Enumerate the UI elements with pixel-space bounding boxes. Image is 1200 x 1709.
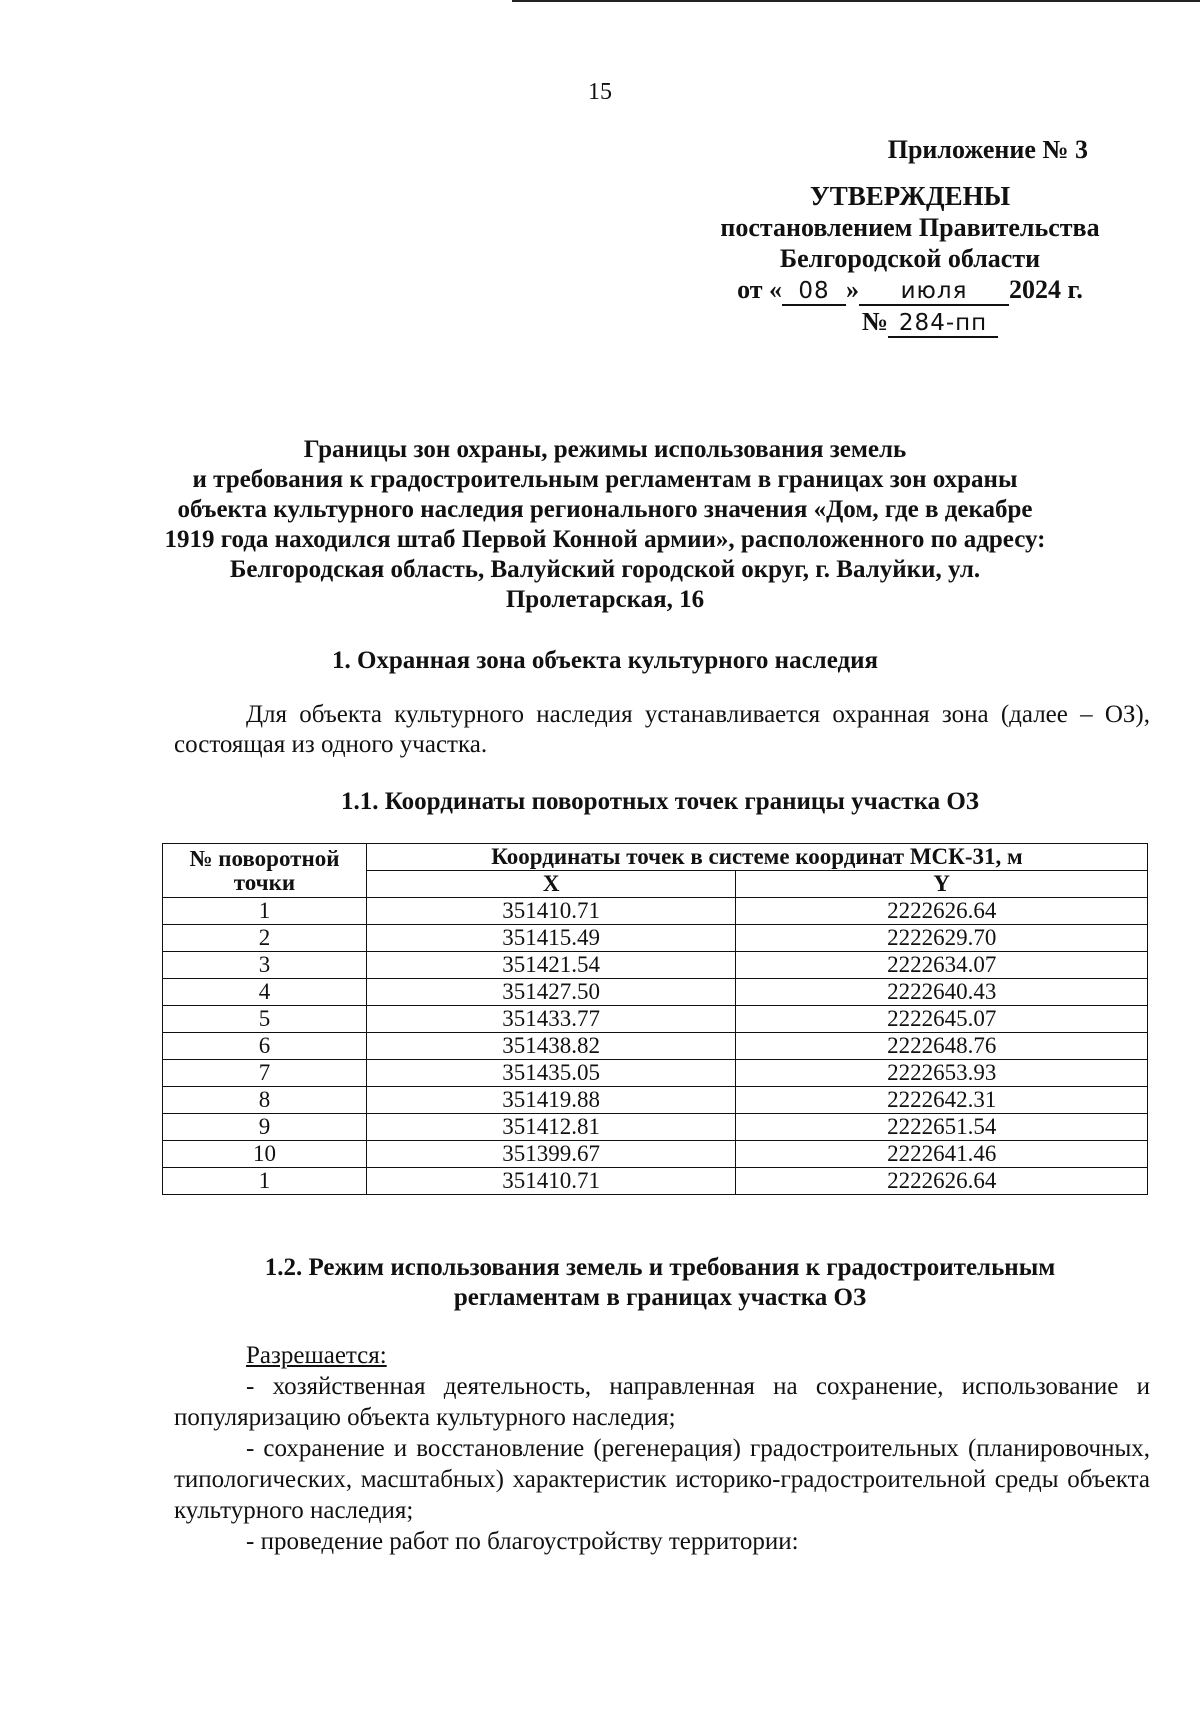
table-row	[163, 1060, 1148, 1087]
approved-label: УТВЕРЖДЕНЫ	[809, 181, 1011, 211]
document-title	[160, 435, 1050, 615]
cell-point: 2	[163, 925, 367, 952]
allowed-list	[174, 1340, 1150, 1557]
cell-point: 1	[163, 898, 367, 925]
cell-x: 351421.54	[366, 952, 736, 979]
coordinates-table	[162, 843, 1148, 1195]
cell-x: 351438.82	[366, 1033, 736, 1060]
date-day: 08	[798, 278, 830, 304]
header-point-line2: точки	[233, 869, 296, 895]
date-month: июля	[900, 278, 968, 304]
table-row	[163, 952, 1148, 979]
section12-heading-line1: 1.2. Режим использования земель и требования к градостроительным	[264, 1254, 1056, 1281]
header-point-number	[163, 844, 367, 898]
cell-point: 5	[163, 1006, 367, 1033]
number-value: 284-пп	[898, 310, 988, 336]
cell-x: 351435.05	[366, 1060, 736, 1087]
annex-label: Приложение № 3	[887, 135, 1088, 164]
number-blank	[888, 309, 998, 338]
cell-x: 351410.71	[366, 898, 736, 925]
cell-y: 2222651.54	[736, 1114, 1148, 1141]
header-x: X	[366, 871, 736, 898]
number-prefix: №	[861, 307, 889, 336]
table-row	[163, 898, 1148, 925]
cell-x: 351427.50	[366, 979, 736, 1006]
date-prefix: от «	[737, 275, 783, 304]
cell-x: 351410.71	[366, 1168, 736, 1195]
date-month-blank	[859, 277, 1009, 306]
cell-point: 1	[163, 1168, 367, 1195]
cell-y: 2222640.43	[736, 979, 1148, 1006]
cell-y: 2222626.64	[736, 1168, 1148, 1195]
table-row	[163, 1006, 1148, 1033]
cell-y: 2222626.64	[736, 898, 1148, 925]
cell-x: 351419.88	[366, 1087, 736, 1114]
cell-point: 6	[163, 1033, 367, 1060]
title-line: 1919 года находился штаб Первой Конной армии», расположенного по адресу:	[164, 526, 1046, 553]
table-row	[163, 1141, 1148, 1168]
section12-heading-line2: регламентам в границах участка ОЗ	[453, 1284, 867, 1311]
cell-point: 9	[163, 1114, 367, 1141]
table-row	[163, 1114, 1148, 1141]
header-point-line1: № поворотной	[189, 845, 340, 871]
cell-x: 351433.77	[366, 1006, 736, 1033]
cell-point: 10	[163, 1141, 367, 1168]
cell-y: 2222629.70	[736, 925, 1148, 952]
list-item	[174, 1526, 1150, 1557]
list-item-text: - сохранение и восстановление (регенерация) градостроительных (планировочных, типологических, масштабных) характеристик историко-градостроительной среды объекта культурного наследия;	[174, 1435, 1150, 1524]
table-row	[163, 925, 1148, 952]
header-coordinates: Координаты точек в системе координат МСК-31, м	[366, 844, 1147, 871]
approval-block	[700, 134, 1120, 338]
title-line: Белгородская область, Валуйский городской округ, г. Валуйки, ул.	[229, 556, 981, 583]
section12-heading	[160, 1253, 1160, 1313]
list-item-text: - хозяйственная деятельность, направленная на сохранение, использование и популяризацию объекта культурного наследия;	[174, 1373, 1150, 1431]
table-row	[163, 1168, 1148, 1195]
approval-number	[700, 306, 1120, 338]
title-line: объекта культурного наследия регионального значения «Дом, где в декабре	[177, 496, 1033, 523]
header-y: Y	[736, 871, 1148, 898]
allowed-heading: Разрешается:	[246, 1342, 387, 1369]
title-line: Границы зон охраны, режимы использования земель	[303, 436, 907, 463]
cell-point: 7	[163, 1060, 367, 1087]
table-row	[163, 1033, 1148, 1060]
cell-x: 351415.49	[366, 925, 736, 952]
cell-y: 2222653.93	[736, 1060, 1148, 1087]
list-item	[174, 1371, 1150, 1433]
page-number: 15	[588, 79, 612, 105]
date-day-close: »	[846, 275, 860, 304]
section11-heading: 1.1. Координаты поворотных точек границы участка ОЗ	[341, 788, 979, 815]
section1-paragraph	[174, 700, 1150, 760]
cell-x: 351412.81	[366, 1114, 736, 1141]
cell-point: 4	[163, 979, 367, 1006]
cell-y: 2222642.31	[736, 1087, 1148, 1114]
cell-y: 2222634.07	[736, 952, 1148, 979]
cell-point: 8	[163, 1087, 367, 1114]
cell-y: 2222645.07	[736, 1006, 1148, 1033]
cell-x: 351399.67	[366, 1141, 736, 1168]
date-day-blank	[782, 277, 846, 306]
table-row	[163, 1087, 1148, 1114]
list-item	[174, 1433, 1150, 1526]
table-row	[163, 979, 1148, 1006]
title-line: и требования к градостроительным регламентам в границах зон охраны	[192, 466, 1018, 493]
approved-by-line2: Белгородской области	[779, 244, 1041, 273]
section1-heading: 1. Охранная зона объекта культурного наследия	[331, 647, 879, 674]
date-year: 2024 г.	[1009, 275, 1083, 304]
cell-y: 2222648.76	[736, 1033, 1148, 1060]
cell-point: 3	[163, 952, 367, 979]
approval-date	[700, 274, 1120, 306]
list-item-text: - проведение работ по благоустройству территории:	[246, 1528, 799, 1555]
title-line: Пролетарская, 16	[505, 586, 705, 613]
scan-edge-line	[512, 0, 1200, 2]
approved-by-line1: постановлением Правительства	[720, 213, 1100, 242]
cell-y: 2222641.46	[736, 1141, 1148, 1168]
section1-paragraph-text: Для объекта культурного наследия устанавливается охранная зона (далее – ОЗ), состоящая из одного участка.	[174, 701, 1150, 758]
